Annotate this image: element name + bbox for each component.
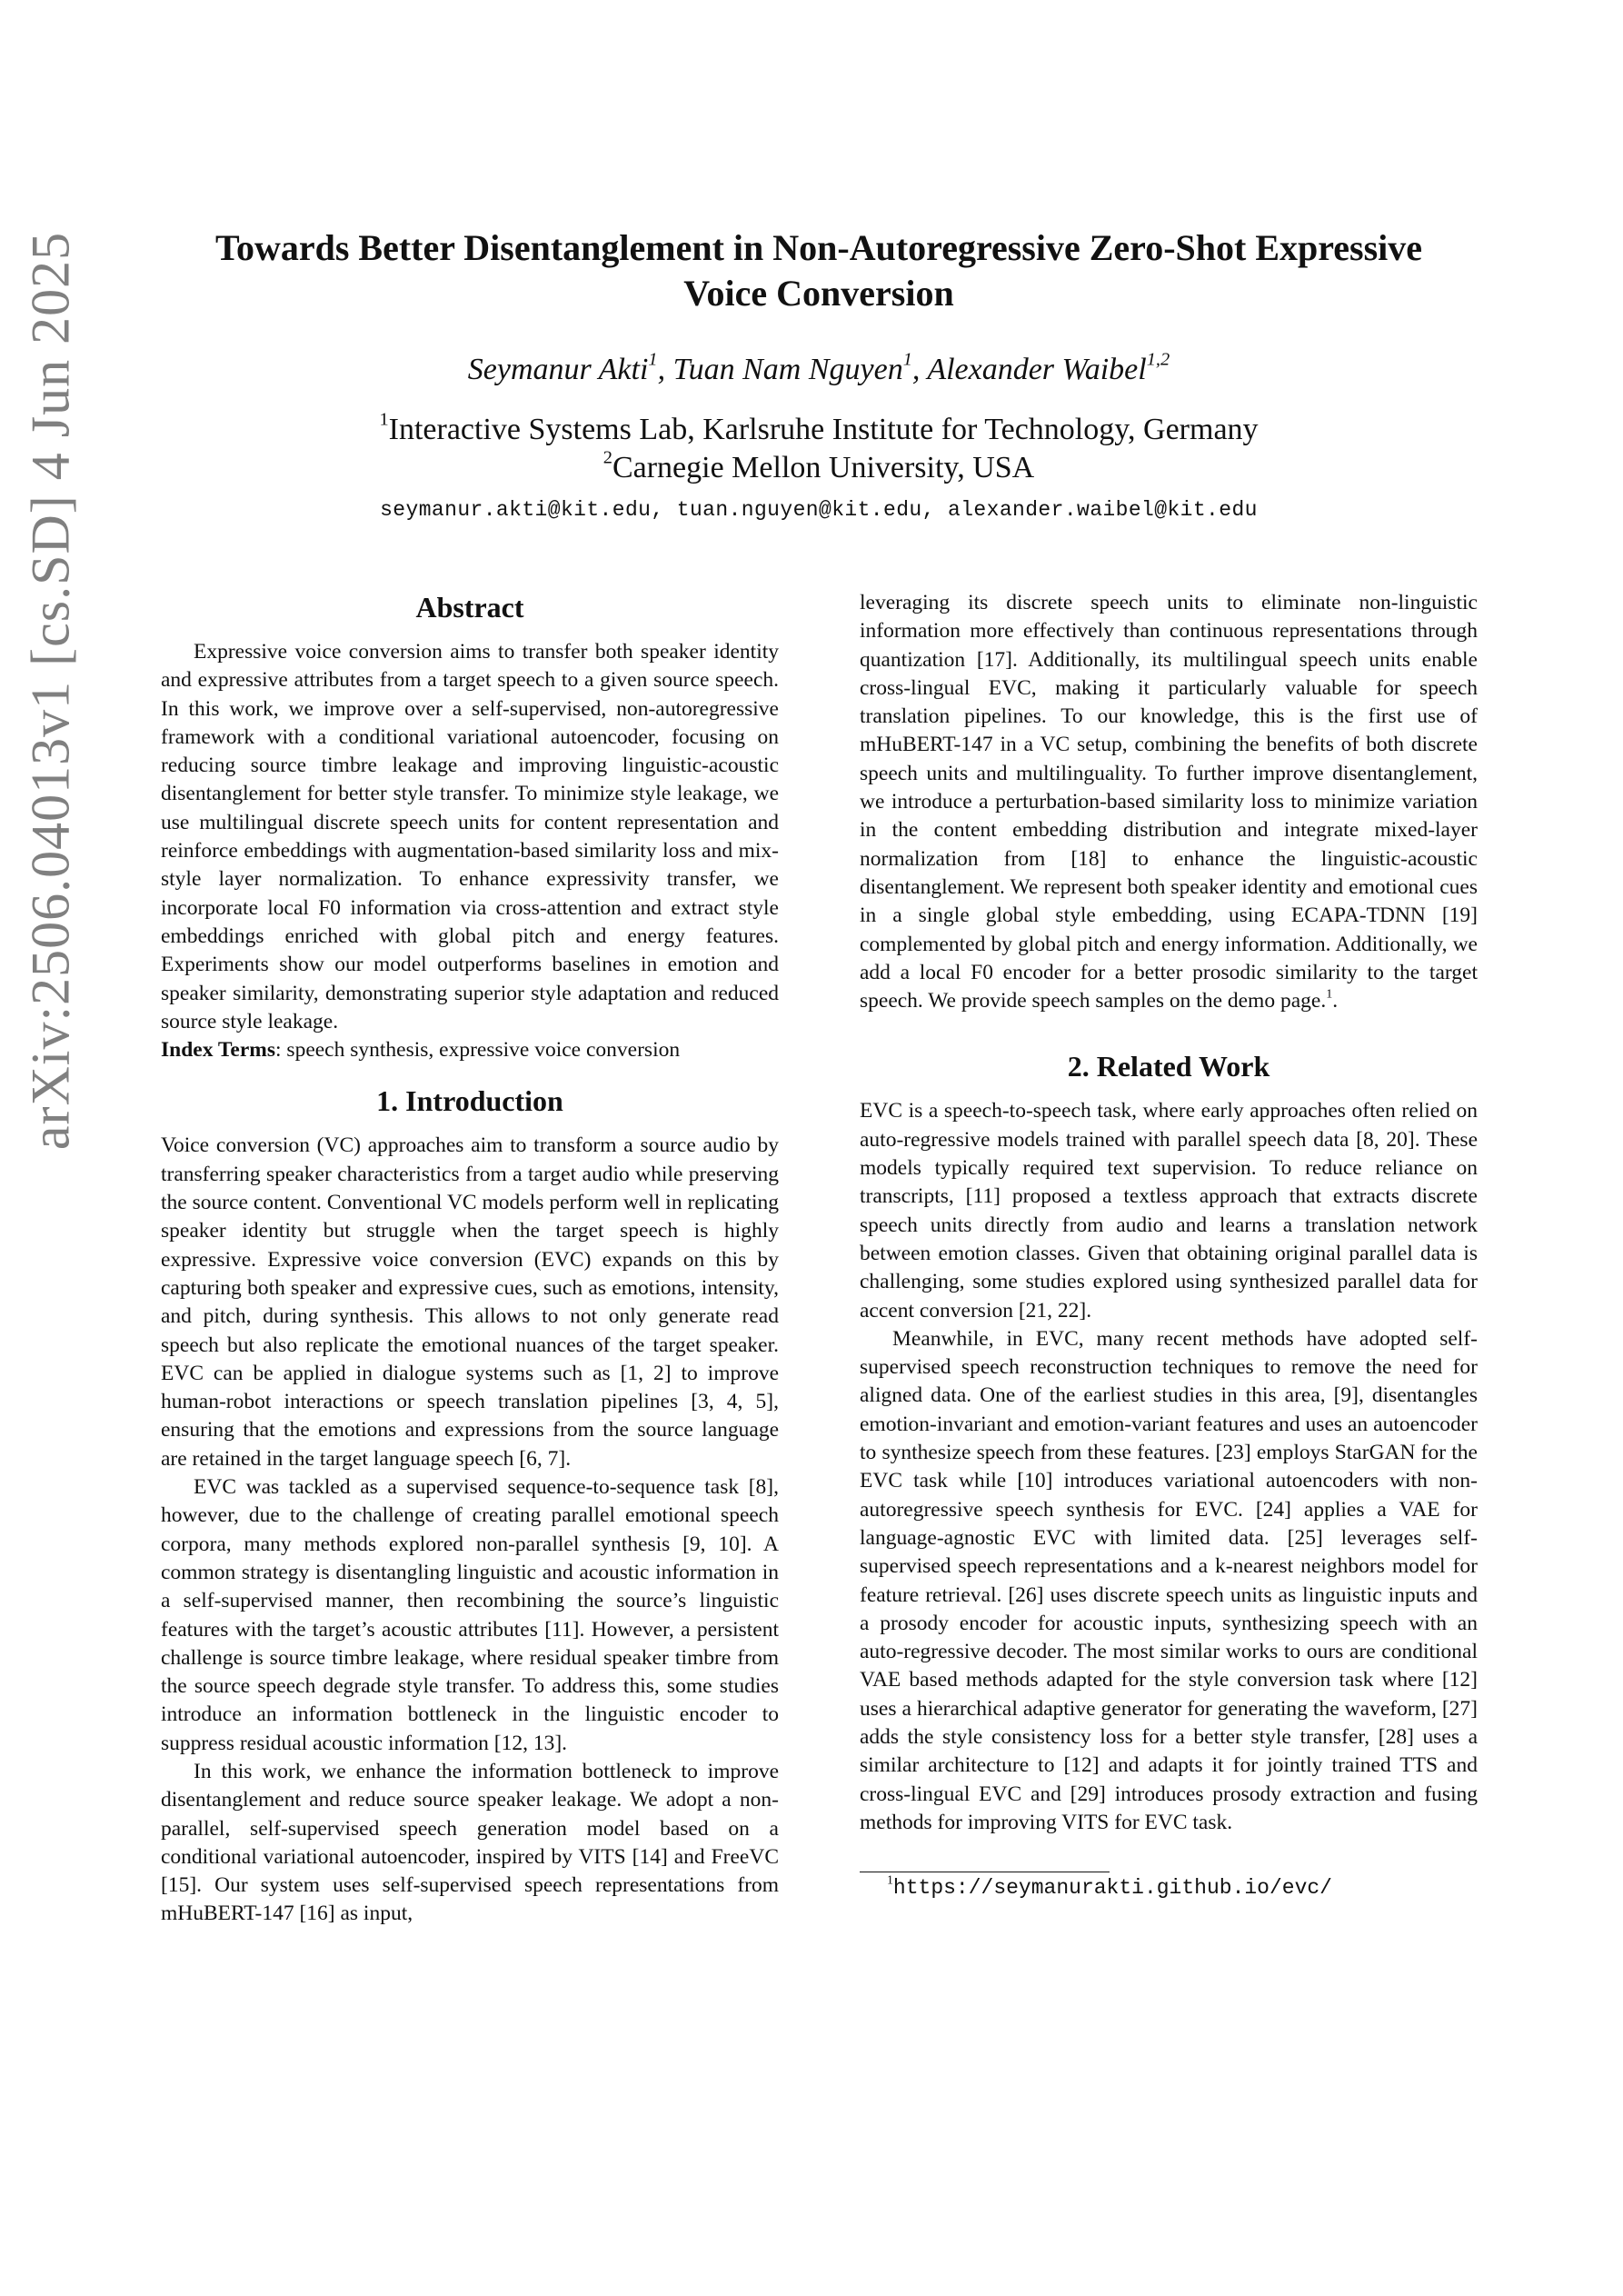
author-separator: , bbox=[911, 353, 928, 386]
paper-title bbox=[154, 225, 1483, 316]
author-affil-mark: 1 bbox=[648, 349, 658, 370]
section-heading-introduction: 1. Introduction bbox=[376, 1084, 563, 1118]
paragraph: In this work, we enhance the information bottleneck to improve disentanglement and reduce source speaker leakage. We adopt a non-parallel, self-supervised speech generation model based on a conditional variational autoencoder, inspired by VITS [14] and FreeVC [15]. Our system uses self-supervised speech representations from mHuBERT-147 [16] as input, bbox=[161, 1759, 779, 1926]
affiliation-mark: 1 bbox=[379, 409, 389, 430]
affiliation bbox=[154, 411, 1483, 449]
affiliation-mark: 2 bbox=[602, 447, 612, 468]
paragraph: Meanwhile, in EVC, many recent methods have adopted self-supervised speech reconstruction techniques to remove the need for aligned data. One of the earliest studies in this area, [9], disentangles emotion-invariant and emotion-variant features and uses an autoencoder to synthesize speech from these features. [23] employs StarGAN for the EVC task while [10] introduces variational autoencoders with non-autoregressive speech synthesis for EVC. [24] applies a VAE for language-agnostic EVC with limited data. [25] leverages self-supervised speech representations and a k-nearest neighbors model for feature retrieval. [26] uses discrete speech units as linguistic inputs and a prosody encoder for acoustic inputs, synthesizing speech with an auto-regressive decoder. The most similar works to ours are conditional VAE based methods adapted for the style conversion task where [12] uses a hierarchical adaptive generator for generating the waveform, [27] adds the style consistency loss for a better style transfer, [28] uses a similar architecture to [12] and adapts it for jointly trained TTS and cross-lingual EVC and [29] introduces prosody extraction and fusing methods for improving VITS for EVC task. bbox=[860, 1326, 1478, 1834]
paragraph: EVC was tackled as a supervised sequence-to-sequence task [8], however, due to the challenge of creating parallel emotional speech corpora, many methods explored non-parallel synthesis [9, 10]. A common strategy is disentangling linguistic and acoustic information in a self-supervised manner, then recombining the source’s linguistic features with the target’s acoustic attributes [11]. However, a persistent challenge is source timbre leakage, where residual speaker timbre from the source speech degrade style transfer. To address this, some studies introduce an information bottleneck in the linguistic encoder to suppress residual acoustic information [12, 13]. bbox=[161, 1475, 779, 1755]
paragraph: Voice conversion (VC) approaches aim to transform a source audio by transferring speaker characteristics from a target audio while preserving the source content. Conventional VC models perform well in replicating speaker identity but struggle when the target speech is highly expressive. Expressive voice conversion (EVC) expands on this by capturing both speaker and expressive cues, such as emotions, intensity, and pitch, during synthesis. This allows to not only generate read speech but also replicate the emotional nuances of the target speaker. EVC can be applied in dialogue systems such as [1, 2] to improve human-robot interactions or speech translation pipelines [3, 4, 5], ensuring that the emotions and expressions from the source language are retained in the target language speech [6, 7]. bbox=[161, 1133, 779, 1471]
paragraph-text: leveraging its discrete speech units to eliminate non-linguistic information more effectively than continuous representations through quantization [17]. Additionally, its multilingual speech units enable cross-lingual EVC, making it particularly valuable for speech translation pipelines. To our knowledge, this is the first use of mHuBERT-147 in a VC setup, combining the benefits of both discrete speech units and multilinguality. To further improve disentanglement, we introduce a perturbation-based similarity loss to minimize variation in the content embedding distribution and integrate mixed-layer normalization from [18] to enhance the linguistic-acoustic disentanglement. We represent both speaker identity and emotional cues in a single global style embedding, using ECAPA-TDNN [19] complemented by global pitch and energy information. Additionally, we add a local F0 encoder for a better prosodic similarity to the target speech. We provide speech samples on the demo page. bbox=[860, 591, 1478, 1013]
paragraph: EVC is a speech-to-speech task, where early approaches often relied on auto-regressive models trained with parallel speech data [8, 20]. These models typically required text supervision. To reduce reliance on transcripts, [11] proposed a textless approach that extracts discrete speech units directly from audio and learns a translation network between emotion classes. Given that obtaining original parallel data is challenging, some studies explored using synthesized parallel data for accent conversion [21, 22]. bbox=[860, 1099, 1478, 1323]
footnote-link[interactable]: https://seymanurakti.github.io/evc/ bbox=[892, 1876, 1332, 1901]
left-column bbox=[161, 589, 779, 1929]
title-line-2: Voice Conversion bbox=[683, 273, 954, 314]
abstract-heading: Abstract bbox=[415, 591, 524, 624]
arxiv-identifier: arXiv:2506.04013v1 [cs.SD] 4 Jun 2025 bbox=[20, 231, 81, 1151]
index-terms-label: Index Terms bbox=[161, 1038, 276, 1063]
index-terms bbox=[161, 1036, 779, 1064]
section-heading-related-work: 2. Related Work bbox=[1067, 1050, 1270, 1083]
author-separator: , bbox=[657, 353, 673, 386]
author-name: Alexander Waibel bbox=[927, 353, 1147, 386]
paper-header bbox=[154, 225, 1483, 522]
affiliation-text: Carnegie Mellon University, USA bbox=[612, 451, 1035, 484]
author-affil-mark: 1,2 bbox=[1146, 349, 1170, 370]
footnote bbox=[860, 1872, 1478, 1901]
index-terms-text: : speech synthesis, expressive voice conversion bbox=[275, 1038, 681, 1063]
paragraph: leveraging its discrete speech units to eliminate non-linguistic information more effectively than continuous representations through quantization [17]. Additionally, its multilingual speech units enable cross-lingual EVC, making it particularly valuable for speech translation pipelines. To our knowledge, this is the first use of mHuBERT-147 in a VC setup, combining the benefits of both discrete speech units and multilinguality. To further improve disentanglement, we introduce a perturbation-based similarity loss to minimize variation in the content embedding distribution and integrate mixed-layer normalization from [18] to enhance the linguistic-acoustic disentanglement. We represent both speaker identity and emotional cues in a single global style embedding, using ECAPA-TDNN [19] complemented by global pitch and energy information. Additionally, we add a local F0 encoder for a better prosodic similarity to the target speech. We provide speech samples on the demo page.$^1$. bbox=[860, 591, 1478, 1013]
footnote-mark: 1 bbox=[887, 1872, 893, 1887]
abstract-text: Expressive voice conversion aims to transfer both speaker identity and expressive attributes from a target speech to a given source speech. In this work, we improve over a self-supervised, non-autoregressive framework with a conditional variational autoencoder, focusing on reducing source timbre leakage and improving linguistic-acoustic disentanglement for better style transfer. To minimize style leakage, we use multilingual discrete speech units for content representation and reinforce embeddings with augmentation-based similarity loss and mix-style layer normalization. To enhance expressivity transfer, we incorporate local F0 information via cross-attention and extract style embeddings enriched with global pitch and energy features. Experiments show our model outperforms baselines in emotion and speaker similarity, demonstrating superior style adaptation and reduced source style leakage. bbox=[161, 640, 779, 1033]
author-name: Tuan Nam Nguyen bbox=[672, 353, 903, 386]
author-emails: seymanur.akti@kit.edu, tuan.nguyen@kit.edu, alexander.waibel@kit.edu bbox=[380, 498, 1258, 522]
affiliation-text: Interactive Systems Lab, Karlsruhe Institute for Technology, Germany bbox=[388, 413, 1259, 446]
footnote-ref: 1 bbox=[1326, 986, 1333, 1002]
author-name: Seymanur Akti bbox=[467, 353, 649, 386]
author-affil-mark: 1 bbox=[902, 349, 912, 370]
affiliation bbox=[154, 449, 1483, 487]
author-list bbox=[154, 351, 1483, 389]
right-column bbox=[860, 589, 1478, 1900]
title-line-1: Towards Better Disentanglement in Non-Autoregressive Zero-Shot Expressive bbox=[214, 227, 1423, 268]
